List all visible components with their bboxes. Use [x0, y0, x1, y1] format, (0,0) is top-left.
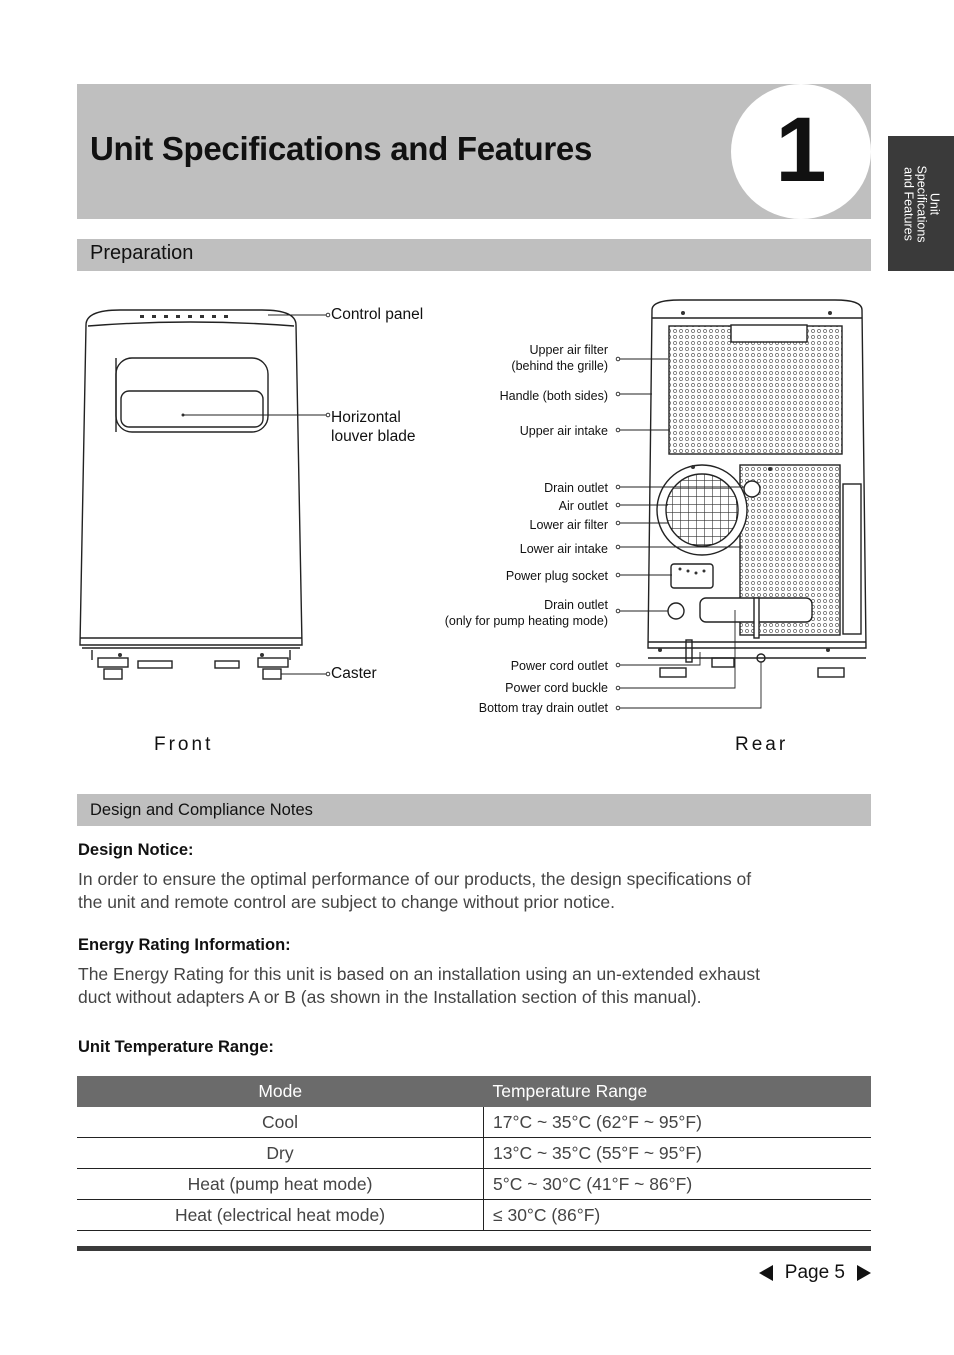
label-handle: Handle (both sides): [499, 389, 608, 403]
table-row: [77, 1169, 871, 1200]
label-lower-filter: Lower air filter: [529, 518, 608, 532]
energy-rating-line: duct without adapters A or B (as shown in the Installation section of this manual).: [78, 987, 702, 1007]
header-mode: Mode: [77, 1076, 484, 1107]
table-header-row: [77, 1076, 871, 1107]
table-row: [77, 1200, 871, 1231]
mode-cell: Heat (electrical heat mode): [77, 1200, 484, 1231]
table-row: [77, 1107, 871, 1138]
label-air-outlet: Air outlet: [558, 499, 608, 513]
label-power-cord-buckle: Power cord buckle: [505, 681, 608, 695]
mode-cell: Dry: [77, 1138, 484, 1169]
label-drain-outlet: Drain outlet: [544, 481, 608, 495]
design-notice-text: [78, 868, 878, 914]
label-louver-line2: louver blade: [331, 428, 416, 445]
preparation-title: Preparation: [90, 242, 194, 264]
label-control-panel: Control panel: [331, 306, 424, 323]
energy-rating-line: The Energy Rating for this unit is based on an installation using an un-extended exhaust: [78, 964, 760, 984]
design-notice-heading: Design Notice:: [78, 841, 194, 859]
side-tab-line: and Features: [901, 166, 916, 241]
label-drain-outlet2-line1: Drain outlet: [544, 598, 608, 612]
chapter-banner: [77, 84, 871, 219]
side-chapter-tab[interactable]: [888, 136, 954, 271]
label-lower-intake: Lower air intake: [519, 542, 608, 556]
rear-caption: Rear: [735, 734, 789, 755]
label-upper-intake: Upper air intake: [519, 424, 608, 438]
side-tab-label: [902, 139, 941, 269]
energy-rating-heading: Energy Rating Information:: [78, 936, 291, 954]
label-upper-filter-line1: Upper air filter: [529, 343, 608, 357]
temperature-table: [77, 1076, 871, 1231]
previous-page-arrow-icon[interactable]: [759, 1265, 773, 1281]
range-cell: ≤ 30°C (86°F): [484, 1200, 872, 1231]
temperature-heading: Unit Temperature Range:: [78, 1038, 274, 1056]
rear-unit-illustration: [648, 300, 866, 677]
notes-section-bar: [77, 794, 871, 826]
mode-cell: Cool: [77, 1107, 484, 1138]
range-cell: 17°C ~ 35°C (62°F ~ 95°F): [484, 1107, 872, 1138]
mode-cell: Heat (pump heat mode): [77, 1169, 484, 1200]
chapter-title: Unit Specifications and Features: [90, 130, 593, 167]
front-unit-illustration: [80, 310, 302, 679]
front-caption: Front: [154, 734, 214, 755]
preparation-section-bar: [77, 239, 871, 271]
unit-diagram: [0, 280, 954, 770]
header-temperature-range: Temperature Range: [484, 1076, 872, 1107]
label-power-plug-socket: Power plug socket: [505, 569, 608, 583]
label-upper-filter-line2: (behind the grille): [511, 359, 608, 373]
design-notice-line: the unit and remote control are subject to change without prior notice.: [78, 892, 615, 912]
label-power-cord-outlet: Power cord outlet: [510, 659, 608, 673]
design-notice-line: In order to ensure the optimal performance of our products, the design specifications of: [78, 869, 752, 889]
label-louver-line1: Horizontal: [331, 409, 401, 426]
label-bottom-tray-drain: Bottom tray drain outlet: [478, 701, 608, 715]
page-navigation: [759, 1261, 871, 1285]
chapter-number: 1: [775, 99, 827, 201]
label-drain-outlet2-line2: (only for pump heating mode): [444, 614, 608, 628]
range-cell: 13°C ~ 35°C (55°F ~ 95°F): [484, 1138, 872, 1169]
range-cell: 5°C ~ 30°C (41°F ~ 86°F): [484, 1169, 872, 1200]
side-tab-line: Specifications: [914, 164, 929, 243]
notes-title: Design and Compliance Notes: [90, 801, 313, 819]
next-page-arrow-icon[interactable]: [857, 1265, 871, 1281]
label-caster: Caster: [331, 665, 377, 682]
footer-rule: [77, 1246, 871, 1251]
chapter-number-circle: [731, 84, 871, 219]
table-row: [77, 1138, 871, 1169]
page-number: Page 5: [784, 1262, 845, 1283]
side-tab-line: Unit: [927, 192, 942, 215]
energy-rating-text: [78, 963, 878, 1009]
